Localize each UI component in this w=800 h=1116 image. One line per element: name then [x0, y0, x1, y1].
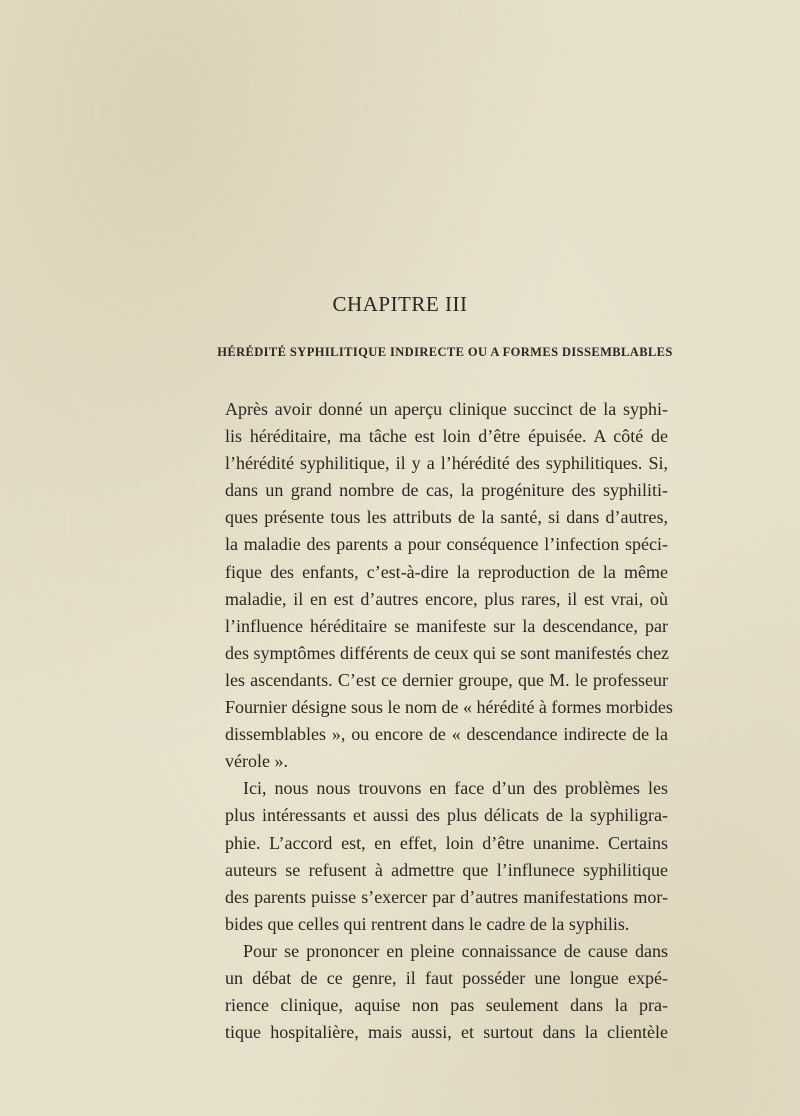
text-line: dans un grand nombre de cas, la progéniture des syphiliti-: [225, 480, 668, 501]
text-line: fique des enfants, c’est-à-dire la reproduction de la même: [225, 561, 668, 582]
text-line: rience clinique, aquise non pas seulement dans la pra-: [225, 995, 668, 1016]
text-line: des symptômes différents de ceux qui se sont manifestés chez: [225, 642, 670, 663]
body-text: [225, 396, 673, 1046]
chapter-subtitle: HÉRÉDITÉ SYPHILITIQUE INDIRECTE OU A FORMES DISSEMBLABLES: [217, 345, 673, 359]
text-line: phie. L’accord est, en effet, loin d’être unanime. Certains: [225, 832, 668, 853]
text-line: maladie, il en est d’autres encore, plus rares, il est vrai, où: [225, 588, 668, 609]
text-line: dissemblables », ou encore de « descendance indirecte de la: [225, 724, 668, 745]
text-line: tique hospitalière, mais aussi, et surtout dans la clientèle: [225, 1022, 668, 1043]
chapter-title: CHAPITRE III: [332, 292, 468, 316]
text-line: ques présente tous les attributs de la santé, si dans d’autres,: [225, 507, 668, 528]
text-line: auteurs se refusent à admettre que l’influnece syphilitique: [225, 859, 668, 880]
text-line: Fournier désigne sous le nom de « hérédité à formes morbides: [225, 697, 673, 718]
text-line: un débat de ce genre, il faut posséder une longue expé-: [225, 967, 668, 988]
text-line: vérole ».: [225, 751, 288, 772]
text-line: Après avoir donné un aperçu clinique succinct de la syphi-: [225, 399, 668, 419]
text-line: plus intéressants et aussi des plus délicats de la syphiligra-: [225, 805, 668, 826]
text-line: la maladie des parents a pour conséquence l’infection spéci-: [225, 534, 668, 555]
text-line: lis héréditaire, ma tâche est loin d’être épuisée. A côté de: [225, 426, 668, 447]
text-line: Pour se prononcer en pleine connaissance de cause dans: [243, 940, 668, 961]
text-line: bides que celles qui rentrent dans le cadre de la syphilis.: [225, 913, 630, 934]
text-line: l’influence héréditaire se manifeste sur la descendance, par: [225, 615, 668, 636]
text-line: l’hérédité syphilitique, il y a l’hérédité des syphilitiques. Si,: [225, 453, 668, 474]
text-line: Ici, nous nous trouvons en face d’un des problèmes les: [243, 778, 668, 799]
text-line: des parents puisse s’exercer par d’autres manifestations mor-: [225, 886, 668, 907]
text-line: les ascendants. C’est ce dernier groupe, que M. le professeur: [225, 669, 668, 690]
